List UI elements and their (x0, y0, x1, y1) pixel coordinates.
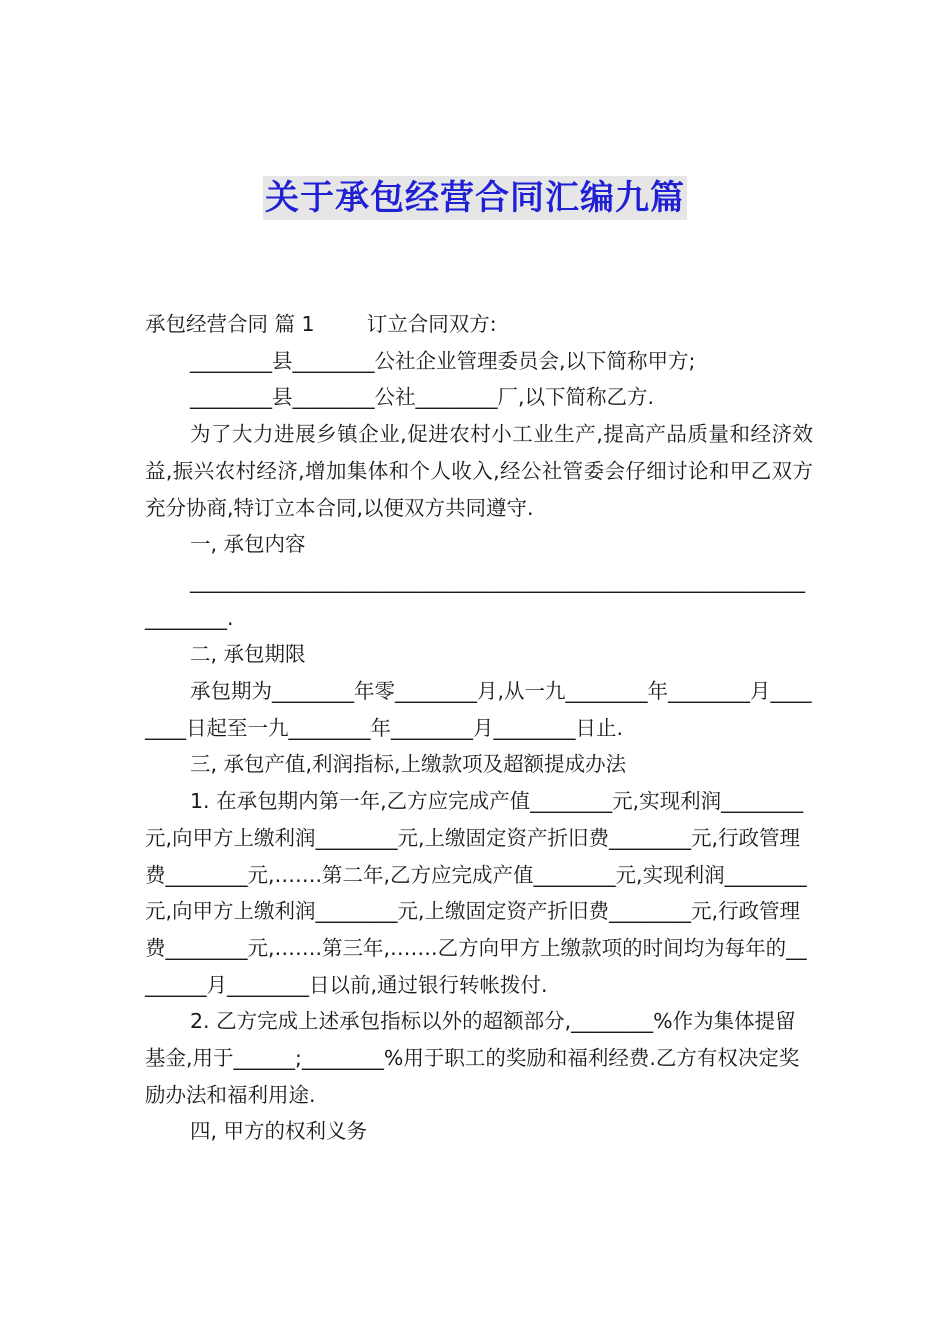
title-container (0, 176, 950, 220)
document-title: 关于承包经营合同汇编九篇 (265, 178, 685, 218)
section-heading-4: 四, 甲方的权利义务 (190, 1119, 368, 1144)
section-heading-2: 二, 承包期限 (190, 642, 306, 667)
section-heading-1: 一, 承包内容 (190, 532, 306, 557)
clause-3-2-paragraph: 2. 乙方完成上述承包指标以外的超额部分,________%作为集体提留基金,用于______;________%用于职工的奖励和福利经费.乙方有权决定奖励办法和福利用途. (145, 1009, 800, 1107)
party-a-line: ________县________公社企业管理委员会,以下简称甲方; (190, 348, 696, 373)
clause-3-1-paragraph: 1. 在承包期内第一年,乙方应完成产值________元,实现利润________元,向甲方上缴利润________元,上缴固定资产折旧费________元,行政管理费________元,…….第二年,乙方应完成产值________元,实现利润________元,向甲方上缴利润________元,上缴固定资产折旧费________元,行政管理费________元,…….第三年,…….乙方向甲方上缴款项的时间均为每年的________月________日以前,通过银行转帐拨付. (145, 789, 807, 997)
contract-heading-line: 承包经营合同 篇 1 订立合同双方: (145, 312, 497, 336)
document-body (145, 306, 813, 1150)
preamble-paragraph: 为了大力进展乡镇企业,促进农村小工业生产,提高产品质量和经济效益,振兴农村经济,增加集体和个人收入,经公社管委会仔细讨论和甲乙双方充分协商,特订立本合同,以便双方共同遵守. (145, 422, 813, 520)
party-b-line: ________县________公社________厂,以下简称乙方. (190, 385, 655, 410)
contract-content-blank: ____________________________________________________________________. (145, 568, 805, 630)
contract-period-paragraph: 承包期为________年零________月,从一九________年________月________日起至一九________年________月________日止. (145, 679, 812, 740)
section-heading-3: 三, 承包产值,利润指标,上缴款项及超额提成办法 (190, 752, 627, 777)
